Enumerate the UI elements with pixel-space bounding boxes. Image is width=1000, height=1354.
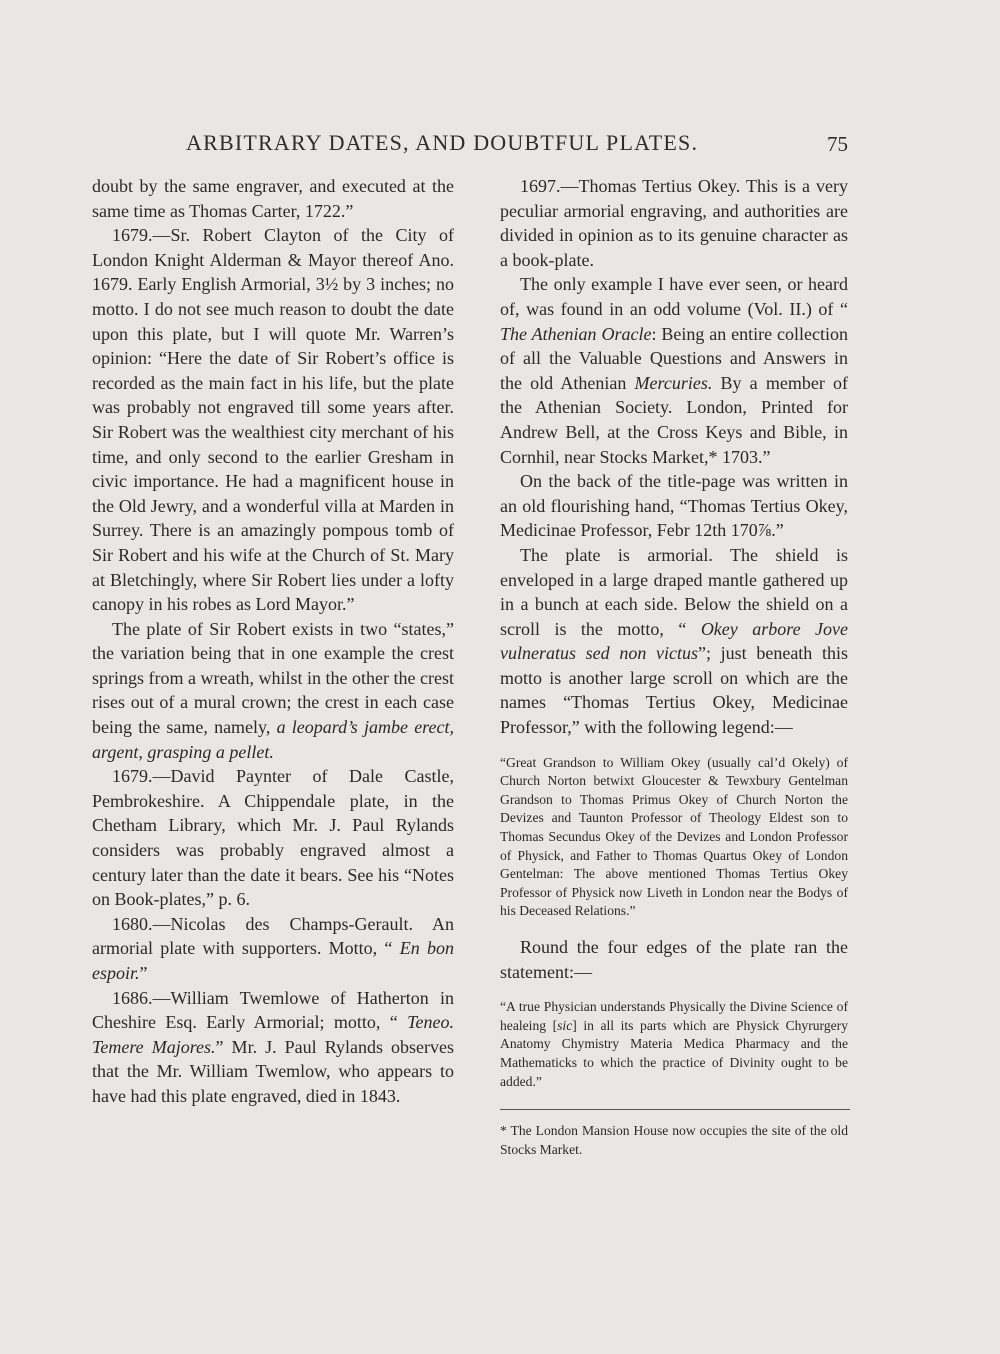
left-text-column [92,174,454,1109]
paragraph-text: ] in all its parts which are Physick Chyrurgery Anatomy Chymistry Materia Medica Pharmacy and the Mathematicks to which the practice of Divinity ought to be added.” [500,1017,848,1089]
page-header [0,130,1000,160]
right-column-body [500,174,848,1091]
paragraph-text: “Great Grandson to William Okey (usually cal’d Okely) of Church Norton betwixt Gloucester & Tewxbury Gentelman Grandson to Thomas Primus Okey of Church Norton the Devizes and Taunton Professor of Theology Eldest son to Thomas Secundus Okey of the Devizes and London Professor of Physick, and Father to Thomas Quartus Okey of London Gentelman: The above mentioned Thomas Tertius Okey Professor of Physick now Liveth in London near the Bodys of his Deceased Relations.” [500,754,848,919]
italic-text: Teneo. Temere Majores. [92,1012,454,1057]
paragraph-text: Round the four edges of the plate ran the statement:— [500,937,848,982]
italic-text: Mercuries. [634,372,713,393]
right-paragraph [500,543,848,740]
italic-text: a leopard’s jambe erect, argent, grasping a pellet. [92,717,454,762]
paragraph-text: The plate of Sir Robert exists in two “states,” the variation being that in one example the crest springs from a wreath, whilst in the other the crest rises out of a mural crown; the crest in each case being the same, namely, [92,618,454,738]
paragraph-text: ” Mr. J. Paul Rylands observes that the Mr. William Twemlow, who appears to have had this plate engraved, died in 1843. [92,1036,454,1106]
left-paragraph [92,223,454,617]
left-paragraph [92,764,454,912]
right-block-quote [500,754,848,921]
paragraph-text: : Being an entire collection of all the Valuable Questions and Answers in the old Athenian [500,323,848,393]
italic-text: Okey arbore Jove vulneratus sed non victus [500,618,849,664]
paragraph-text: 1697.—Thomas Tertius Okey. This is a very peculiar armorial engraving, and authorities are divided in opinion as to its genuine character as a book-plate. [500,176,848,270]
italic-text: The Athenian Oracle [500,323,652,344]
running-title: ARBITRARY DATES, AND DOUBTFUL PLATES. [186,130,699,155]
left-paragraph [92,617,454,765]
paragraph-text: The plate is armorial. The shield is enveloped in a large draped mantle gathered up in a bunch at each side. Below the shield on a scroll is the motto, “ [500,544,848,639]
right-paragraph [500,935,848,984]
left-paragraph [92,912,454,986]
paragraph-text: 1679.—David Paynter of Dale Castle, Pembrokeshire. A Chippendale plate, in the Chetham Library, which Mr. J. Paul Rylands considers was probably engraved almost a century later than the date it bears. See his “Notes on Book-plates,” p. 6. [92,766,454,910]
paragraph-text: By a member of the Athenian Society. London, Printed for Andrew Bell, at the Cross Keys and Bible, in Cornhil, near Stocks Market,* 1703.” [500,372,848,467]
paragraph-text: “A true Physician understands Physically the Divine Science of healeing [ [500,999,848,1033]
right-paragraph [500,272,848,469]
paragraph-text: ” [139,963,148,983]
right-paragraph [500,174,848,272]
paragraph-text: The only example I have ever seen, or heard of, was found in an odd volume (Vol. II.) of “ [500,274,848,319]
left-paragraph [92,174,454,223]
page-number: 75 [827,132,848,156]
italic-text: sic [557,1017,573,1033]
right-text-column [500,174,848,1159]
paragraph-text: 1680.—Nicolas des Champs-Gerault. An armorial plate with supporters. Motto, “ [92,913,454,959]
footnote: * The London Mansion House now occupies the site of the old Stocks Market. [500,1123,848,1157]
right-paragraph [500,469,848,543]
italic-text: En bon espoir. [92,938,455,983]
right-block-quote [500,998,848,1091]
paragraph-text: On the back of the title-page was written in an old flourishing hand, “Thomas Tertius Okey, Medicinae Professor, Febr 12th 170⅞.” [500,471,848,541]
paragraph-text: doubt by the same engraver, and executed at the same time as Thomas Carter, 1722.” [92,176,454,221]
paragraph-text: 1686.—William Twemlowe of Hatherton in Cheshire Esq. Early Armorial; motto, “ [92,987,454,1033]
left-paragraph [92,986,454,1109]
footnote-rule [500,1109,850,1110]
paragraph-text: 1679.—Sr. Robert Clayton of the City of London Knight Alderman & Mayor thereof Ano. 1679. Early English Armorial, 3½ by 3 inches; no motto. I do not see much reason to doubt the date upon this plate, but I will quote Mr. Warren’s opinion: “Here the date of Sir Robert’s office is recorded as the main fact in his life, but the plate was probably not engraved till some years after. Sir Robert was the wealthiest city merchant of his time, and only second to the earlier Gresham in civic importance. He had a magnificent house in the Old Jewry, and a wonderful villa at Marden in Surrey. There is an amazingly pompous tomb of Sir Robert and his wife at the Church of St. Mary at Bletchingly, where Sir Robert lies under a lofty canopy in his robes as Lord Mayor.” [92,225,454,615]
paragraph-text: ”; just beneath this motto is another large scroll on which are the names “Thomas Tertius Okey, Medicinae Professor,” with the following legend:— [500,643,848,738]
